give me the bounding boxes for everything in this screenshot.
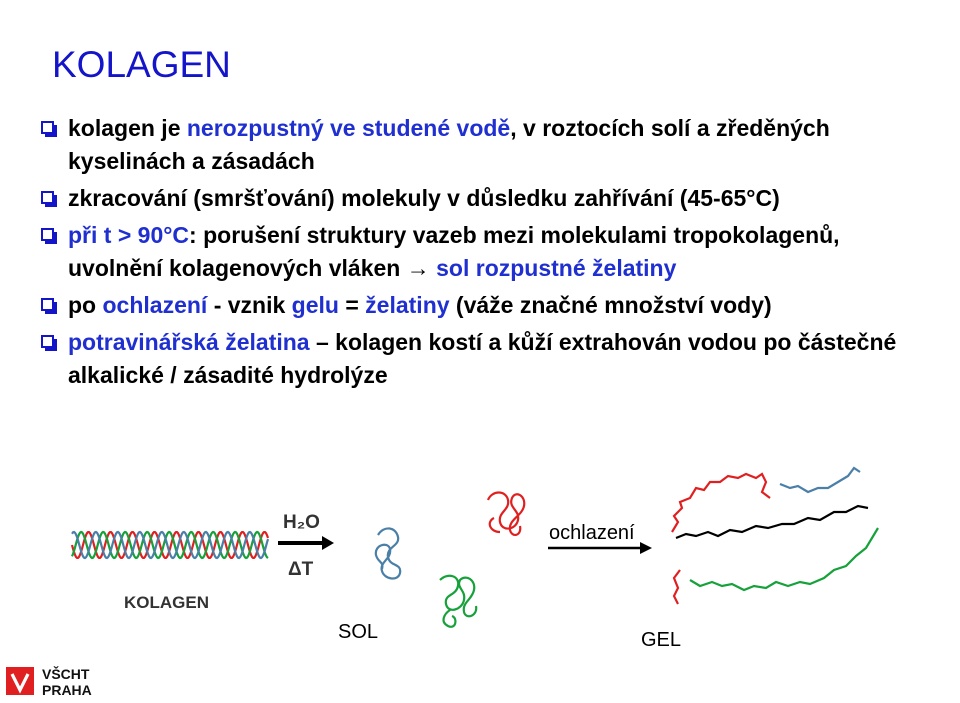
logo-mark-icon [6,667,34,695]
vscht-logo [4,664,124,703]
logo-line1: VŠCHT [42,666,90,682]
highlighted-text: želatiny [365,292,450,318]
cooling-label: ochlazení [549,522,635,544]
bullet-item [40,289,940,322]
bullet-text: kolagen je [68,115,187,141]
h2o-label: H₂O [283,512,320,533]
triple-helix-icon [72,532,268,558]
gel-network-icon [672,468,878,604]
collagen-diagram [0,440,960,670]
bullet-text: - vznik [207,292,292,318]
bullet-item [40,182,940,215]
heating-arrow-icon [278,536,334,550]
sol-coils-icon [376,493,524,627]
bullet-text: – kolagen kostí a kůží extrahován vodou po částečné alkalické / zásadité hydrolýze [68,329,897,388]
logo-line2: PRAHA [42,682,92,698]
bullet-list [40,112,940,396]
highlighted-text: gelu [291,292,339,318]
checkbox-bullet-icon [41,228,54,241]
checkbox-bullet-icon [41,191,54,204]
checkbox-bullet-icon [41,335,54,348]
bullet-text: (váže značné množství vody) [449,292,772,318]
highlighted-text: při t > 90°C [68,222,190,248]
bullet-text: po [68,292,103,318]
highlighted-text: potravinářská želatina [68,329,310,355]
bullet-item [40,326,940,392]
slide-title: KOLAGEN [52,44,231,85]
checkbox-bullet-icon [41,298,54,311]
checkbox-bullet-icon [41,121,54,134]
highlighted-text: sol rozpustné želatiny [436,255,677,281]
sol-label: SOL [338,621,379,643]
highlighted-text: nerozpustný ve studené vodě [186,115,511,141]
bullet-item [40,112,940,178]
delta-t-label: ΔT [288,559,314,580]
gel-label: GEL [641,629,682,651]
bullet-text: : porušení struktury vazeb mezi molekulami tropokolagenů, uvolnění kolagenových vláken → [68,222,840,281]
bullet-text: , v roztocích solí a zředěných kyselinách a zásadách [68,115,830,174]
bullet-text: = [338,292,366,318]
highlighted-text: ochlazení [102,292,208,318]
bullet-item [40,219,940,285]
bullet-text: zkracování (smršťování) molekuly v důsledku zahřívání (45-65°C) [68,185,780,211]
kolagen-label: KOLAGEN [124,593,209,612]
